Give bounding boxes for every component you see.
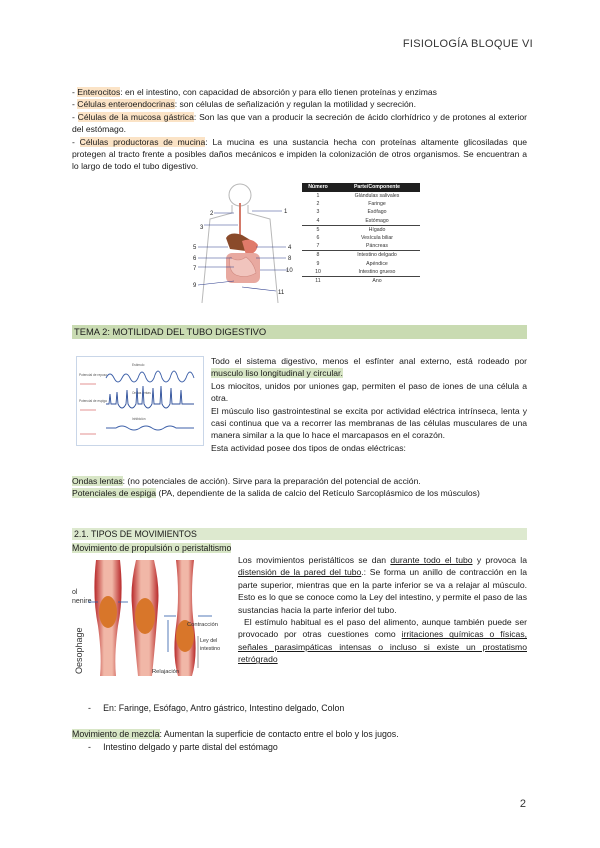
mixing-bullet: - Intestino delgado y parte distal del estómago [88,742,278,752]
wave-label: Potencial de reposo [79,373,108,377]
paragraph: Todo el sistema digestivo, menos el esfínter anal externo, está rodeado por musculo liso longitudinal y circular. [211,356,527,379]
list-item: - Enterocitos: en el intestino, con capacidad de absorción y para ello tienen proteínas y enzimas [72,87,437,97]
subsection-title: 2.1. TIPOS DE MOVIMIENTOS [72,528,527,540]
table-row: 7 Páncreas [316,243,388,250]
table-header-row [302,183,420,192]
table-row: 11 Ano [302,277,420,286]
wave-label: Estímulo [132,363,145,367]
paragraph: El estímulo habitual es el paso del alimento, aunque también puede ser provocado por otras cuestiones como irritaciones químicas o físicas, señales parasimpáticas intensas o incluso si existe un prostatismo retrógrado [238,617,527,665]
peristalsis-figure [72,556,236,678]
section-title: TEMA 2: MOTILIDAD DEL TUBO DIGESTIVO [72,325,527,339]
wave-types [72,475,527,500]
diagram-label: 3 [200,225,204,231]
diagram-label: 9 [193,283,197,289]
organ-table [302,183,420,285]
svg-text:nenire: nenire [72,598,92,605]
diagram-label: 11 [278,290,285,296]
paragraph: Potenciales de espiga (PA, dependiente de la salida de calcio del Retículo Sarcoplásmico de los músculos) [72,488,480,499]
column-header: Número [302,183,334,192]
diagram-label: 5 [193,245,197,251]
mixing-line: Movimiento de mezcla: Aumentan la superficie de contacto entre el bolo y los jugos. [72,729,399,739]
term: Ondas lentas [72,476,123,486]
propulsion-bullet: - En: Faringe, Esófago, Antro gástrico, Intestino delgado, Colon [88,703,345,713]
table-row: 9 Apéndice [316,260,388,267]
term: Células de la mucosa gástrica [77,111,194,122]
term: Potenciales de espiga [72,488,157,499]
table-row: 2 Faringe [316,201,386,208]
table-row: 3 Esófago [316,209,387,216]
diagram-label: 1 [284,209,288,215]
column-header: Parte/Componente [334,183,420,192]
organ-table-wrap [302,183,420,285]
wave-label: Ondas lentas [132,391,151,395]
diagram-label: 6 [193,256,197,262]
propulsion-title: Movimiento de propulsión o peristaltismo [72,543,232,553]
term: Movimiento de mezcla [72,729,160,739]
list-item: - Células productoras de mucina: La mucina es una sustancia hecha con proteínas altamente glicosiladas que protegen al tracto frente a posibles daños mecánicos e impiden la colonización de otros organismos. Se encuentran a lo largo de todo el tubo digestivo. [72,136,528,172]
paragraph: Los movimientos peristálticos se dan durante todo el tubo y provoca la distensión de la pared del tubo.: Se forma un anillo de contracción en la parte superior, mientras que en la parte inferior se va a relajar al músculo. Esto es lo que se conoce como la Ley del intestino, y permite el paso de las sustancias hacia la parte inferior del tubo. [238,555,528,615]
table-row: 1 Glándulas salivales [316,193,400,199]
table-row: 5 Hígado [302,225,420,234]
list-item: - Células de la mucosa gástrica: Son las que van a producir la secreción de ácido clorhídrico y de protones al exterior del estómago. [72,111,528,135]
diagram-label: 2 [210,211,214,217]
propulsion-text [238,554,527,666]
paragraph: Ondas lentas: (no potenciales de acción). Sirve para la preparación del potencial de acción. [72,476,421,486]
diagram-label: 8 [288,256,292,262]
term: Células enteroendocrinas [77,99,175,110]
diagram-label: 10 [286,268,293,274]
motility-text [211,355,527,454]
paragraph: Los miocitos, unidos por uniones gap, permiten el paso de iones de una célula a otra. [211,380,527,404]
paragraph: Esta actividad posee dos tipos de ondas eléctricas: [211,442,406,453]
highlight: musculo liso longitudinal y circular. [211,368,343,379]
electrical-waves-figure [76,356,204,446]
table-row: 6 Vesícula biliar [316,235,393,242]
list-item: - Células enteroendocrinas: son células de señalización y regulan la motilidad y secreción. [72,99,416,110]
term: Enterocitos [77,87,121,97]
oesophage-label: Oesophage [74,627,84,674]
wave-label: Inhibición [132,417,146,421]
cell-types-list [72,86,527,173]
diagram-label: 4 [288,245,292,251]
wave-label: Potencial de espiga [79,399,107,403]
table-row: 4 Estómago [316,217,389,224]
svg-text:intestino: intestino [200,646,221,652]
contraction-label: Contracción [187,622,218,628]
paragraph: El músculo liso gastrointestinal se excita por actividad eléctrica intrínseca, lenta y casi continua que va a recorrer las membranas de las células musculares de una manera similar a la que lo hace el marcapasos en el corazón. [211,405,527,441]
diagram-label: 7 [193,266,197,272]
page-number: 2 [519,798,526,810]
cut-label: ol [72,589,78,596]
relaxation-label: Relajación [152,669,180,675]
law-label: Ley del [200,638,218,644]
page-header: FISIOLOGÍA BLOQUE VI [402,38,533,50]
table-row: 8 Intestino delgado [302,251,420,260]
term: Células productoras de mucina [79,136,206,147]
digestive-system-diagram [190,183,300,303]
table-row: 10 Intestino grueso [315,268,396,275]
